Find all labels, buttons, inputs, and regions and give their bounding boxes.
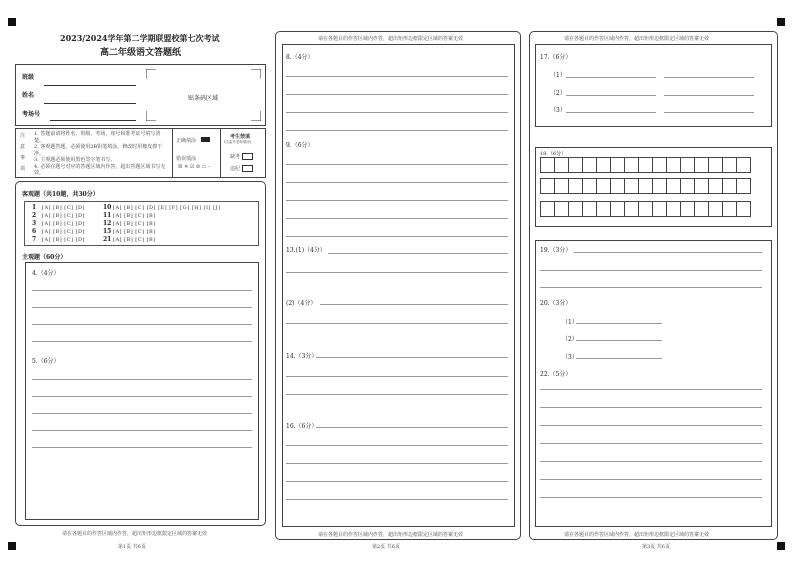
answer-line[interactable]: [286, 394, 508, 395]
answer-line[interactable]: [32, 324, 252, 325]
absent-label: 缺考: [230, 154, 241, 160]
answer-line[interactable]: [664, 77, 754, 78]
exam-title: 2023/2024学年第二学期联盟校第七次考试: [60, 33, 220, 43]
q17-2-label: （2）: [550, 90, 566, 97]
warning-p3-top: 请在各题目的作答区域内作答，超出矩形边框限定区域的答案无效: [564, 36, 710, 42]
grid-cell[interactable]: [737, 158, 751, 173]
answer-line[interactable]: [286, 218, 508, 219]
absent-checkbox[interactable]: [242, 153, 253, 160]
grid-cell[interactable]: [569, 158, 583, 173]
grid-cell[interactable]: [611, 179, 625, 194]
correct-fill-label: 正确填涂: [176, 138, 197, 144]
answer-line[interactable]: [576, 323, 662, 324]
answer-line[interactable]: [566, 77, 656, 78]
answer-line[interactable]: [286, 182, 508, 183]
grid-cell[interactable]: [653, 158, 667, 173]
grid-cell[interactable]: [653, 202, 667, 217]
q18-grid-row[interactable]: [540, 201, 751, 217]
answer-line[interactable]: [286, 164, 508, 165]
answer-line[interactable]: [32, 447, 252, 448]
grid-cell[interactable]: [597, 179, 611, 194]
answer-line[interactable]: [540, 443, 762, 444]
q17-1-label: （1）: [550, 72, 566, 79]
answer-line[interactable]: [328, 253, 508, 254]
answer-line[interactable]: [286, 463, 508, 464]
grid-cell[interactable]: [695, 202, 709, 217]
grid-cell[interactable]: [541, 158, 555, 173]
panel-3: [529, 31, 778, 540]
corner-mark-tr: [777, 18, 785, 26]
grid-cell[interactable]: [737, 179, 751, 194]
grid-cell[interactable]: [569, 202, 583, 217]
grid-cell[interactable]: [583, 179, 597, 194]
q18-grid-row[interactable]: [540, 178, 751, 194]
name-field[interactable]: [44, 103, 136, 104]
grid-cell[interactable]: [695, 158, 709, 173]
grid-cell[interactable]: [709, 179, 723, 194]
grid-cell[interactable]: [723, 158, 737, 173]
grid-cell[interactable]: [569, 179, 583, 194]
grid-cell[interactable]: [681, 179, 695, 194]
candidate-label: 考生禁填: [230, 134, 251, 140]
answer-line[interactable]: [566, 95, 656, 96]
grid-cell[interactable]: [611, 202, 625, 217]
answer-line[interactable]: [286, 272, 508, 273]
choice-row-11[interactable]: 11 [A] [B] [C] [B]: [103, 212, 156, 219]
grid-cell[interactable]: [555, 179, 569, 194]
grid-cell[interactable]: [681, 202, 695, 217]
answer-line[interactable]: [320, 304, 508, 305]
choice-row-21[interactable]: 21 [A] [B] [C] [B]: [103, 236, 156, 243]
answer-line[interactable]: [32, 396, 252, 397]
q20-1-label: （1）: [562, 319, 578, 326]
q14-label: 14.（3分）: [286, 353, 318, 360]
choice-row-3[interactable]: 3 [A] [B] [C] [D]: [32, 220, 85, 227]
answer-line[interactable]: [576, 358, 662, 359]
q20-2-label: （2）: [562, 336, 578, 343]
answer-line[interactable]: [540, 479, 762, 480]
warning-p3-bottom: 请在各题目的作答区域内作答，超出矩形边框限定区域的答案无效: [564, 532, 710, 538]
grid-cell[interactable]: [555, 158, 569, 173]
choice-row-10[interactable]: 10 [A] [B] [C] [D] [E] [F] [G] [H] [I] [J]: [103, 204, 221, 211]
grid-cell[interactable]: [639, 158, 653, 173]
grid-cell[interactable]: [625, 158, 639, 173]
grid-cell[interactable]: [597, 202, 611, 217]
grid-cell[interactable]: [709, 158, 723, 173]
choice-row-7[interactable]: 7 [A] [B] [C] [D]: [32, 236, 85, 243]
warning-p2-bottom: 请在各题目的作答区域内作答，超出矩形边框限定区域的答案无效: [318, 532, 464, 538]
answer-line[interactable]: [286, 323, 508, 324]
warning-p2-top: 请在各题目的作答区域内作答，超出矩形边框限定区域的答案无效: [318, 36, 464, 42]
barcode-label: 贴条码区域: [188, 95, 219, 102]
q8-label: 8.（4分）: [286, 54, 314, 61]
grid-cell[interactable]: [639, 202, 653, 217]
answer-line[interactable]: [286, 481, 508, 482]
q16-label: 16.（6分）: [286, 423, 318, 430]
q4-label: 4.（4分）: [32, 270, 60, 277]
answer-line[interactable]: [540, 425, 762, 426]
objective-section: [15, 181, 266, 526]
sheet-title: 高二年级语文答题纸: [100, 48, 182, 58]
grid-cell[interactable]: [597, 158, 611, 173]
q5-label: 5.（6分）: [32, 358, 60, 365]
choice-row-6[interactable]: 6 [A] [B] [C] [D]: [32, 228, 85, 235]
q19-label: 19.（3分）: [540, 247, 572, 254]
page-number-2: 第2页 共6页: [372, 544, 400, 550]
answer-line[interactable]: [32, 379, 252, 380]
cheat-checkbox[interactable]: [242, 165, 253, 172]
answer-line[interactable]: [32, 290, 252, 291]
answer-line[interactable]: [540, 461, 762, 462]
class-field[interactable]: [44, 85, 136, 86]
q17-3-label: （3）: [550, 107, 566, 114]
subjective-title: 主观题（60分）: [22, 254, 67, 261]
answer-line[interactable]: [664, 95, 754, 96]
grid-cell[interactable]: [667, 179, 681, 194]
grid-cell[interactable]: [737, 202, 751, 217]
q18-grid-row[interactable]: [540, 157, 751, 173]
answer-line[interactable]: [540, 389, 762, 390]
q9-label: 9.（6分）: [286, 142, 314, 149]
grid-cell[interactable]: [639, 179, 653, 194]
q13-label: 13.(1)（4分）: [286, 247, 326, 254]
cheat-label: 违纪: [230, 166, 241, 172]
answer-line[interactable]: [316, 427, 508, 428]
q22-label: 22.（5分）: [540, 371, 572, 378]
grid-cell[interactable]: [583, 202, 597, 217]
answer-line[interactable]: [32, 430, 252, 431]
choice-row-1[interactable]: 1 [A] [B] [C] [D]: [32, 204, 85, 211]
notice-box: [15, 128, 266, 178]
wrong-fill-label: 错误填涂: [176, 156, 197, 162]
choice-row-2[interactable]: 2 [A] [B] [C] [D]: [32, 212, 85, 219]
exam-no-field[interactable]: [50, 120, 136, 121]
grid-cell[interactable]: [681, 158, 695, 173]
answer-line[interactable]: [286, 94, 508, 95]
answer-line[interactable]: [286, 112, 508, 113]
grid-cell[interactable]: [653, 179, 667, 194]
grid-cell[interactable]: [583, 158, 597, 173]
answer-line[interactable]: [540, 407, 762, 408]
grid-cell[interactable]: [625, 179, 639, 194]
grid-cell[interactable]: [541, 202, 555, 217]
answer-line[interactable]: [286, 200, 508, 201]
warning-p1: 请在各题目的作答区域内作答，超出矩形边框限定区域的答案无效: [62, 531, 208, 537]
grid-cell[interactable]: [723, 202, 737, 217]
choice-row-15[interactable]: 15 [A] [B] [C] [B]: [103, 228, 156, 235]
q20-label: 20.（3分）: [540, 300, 572, 307]
answer-line[interactable]: [540, 497, 762, 498]
answer-line[interactable]: [316, 357, 508, 358]
answer-line[interactable]: [540, 270, 762, 271]
grid-cell[interactable]: [555, 202, 569, 217]
notice-items: 1. 答题前请将姓名、班级、考场、座号和准考证号填写清楚。 2. 客观题答题，必须使用2B铅笔填涂，修改时用橡皮擦干净。 3. 主观题必须使用黑色签字笔书写。 4. 必须在题号对应的答题区域内作答，超出答题区域书写无效。: [34, 131, 166, 176]
grid-cell[interactable]: [695, 179, 709, 194]
answer-line[interactable]: [566, 112, 656, 113]
q17-label: 17.（6分）: [540, 54, 572, 61]
grid-cell[interactable]: [709, 202, 723, 217]
objective-title: 客观题（共10题，共30分）: [22, 191, 99, 198]
info-box: [15, 64, 266, 126]
notice-side: 注 意 事 项: [20, 133, 26, 172]
answer-line[interactable]: [540, 287, 762, 288]
answer-line[interactable]: [664, 112, 754, 113]
panel-2: [275, 31, 521, 540]
page-number-1: 第1页 共6页: [118, 544, 146, 550]
page-number-3: 第3页 共6页: [642, 544, 670, 550]
grid-cell[interactable]: [625, 202, 639, 217]
answer-area-p2: [282, 44, 515, 527]
answer-line[interactable]: [286, 499, 508, 500]
answer-line[interactable]: [286, 130, 508, 131]
wrong-fill-samples: ☒ ✕ ☑ ⊘ ▭ -: [178, 164, 210, 170]
q18-label: 18.（6分）: [540, 151, 567, 157]
answer-line[interactable]: [574, 252, 762, 253]
correct-fill-sample: [201, 137, 210, 142]
answer-line[interactable]: [32, 307, 252, 308]
grid-cell[interactable]: [611, 158, 625, 173]
answer-area-q19-q22: [535, 240, 772, 527]
answer-line[interactable]: [286, 76, 508, 77]
answer-line[interactable]: [286, 236, 508, 237]
grid-cell[interactable]: [667, 202, 681, 217]
candidate-sub: (由监考老师填涂): [224, 140, 252, 144]
answer-line[interactable]: [286, 445, 508, 446]
answer-line[interactable]: [286, 376, 508, 377]
grid-cell[interactable]: [667, 158, 681, 173]
exam-no-label: 考场号: [22, 111, 41, 118]
q13b-label: (2)（4分）: [286, 300, 317, 307]
corner-mark-br: [777, 542, 785, 550]
name-label: 姓名: [22, 92, 35, 99]
barcode-area: [146, 69, 261, 121]
grid-cell[interactable]: [723, 179, 737, 194]
choice-row-12[interactable]: 12 [A] [B] [C] [B]: [103, 220, 156, 227]
grid-cell[interactable]: [541, 179, 555, 194]
answer-line[interactable]: [576, 340, 662, 341]
answer-line[interactable]: [32, 341, 252, 342]
class-label: 班级: [22, 74, 35, 81]
corner-mark-bl: [8, 542, 16, 550]
corner-mark-tl: [8, 18, 16, 26]
answer-line[interactable]: [32, 413, 252, 414]
answer-area-q4-q5: [25, 262, 259, 520]
q20-3-label: （3）: [562, 354, 578, 361]
